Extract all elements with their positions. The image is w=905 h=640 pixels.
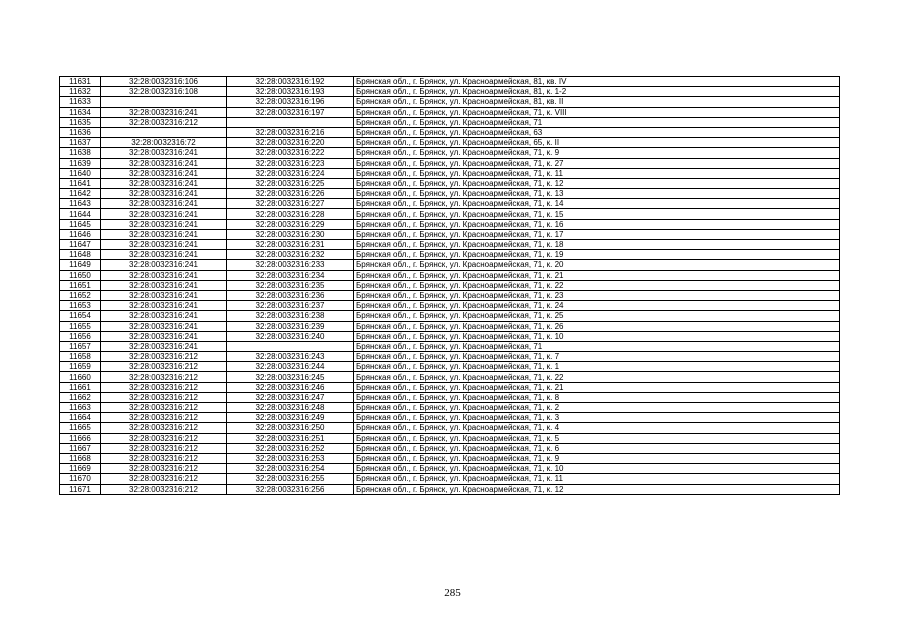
parent-cadastral-number-cell: 32:28:0032316:212: [101, 443, 227, 453]
table-row: [60, 372, 840, 382]
parent-cadastral-number-cell: 32:28:0032316:212: [101, 362, 227, 372]
table-row: [60, 178, 840, 188]
table-row: [60, 240, 840, 250]
row-number-cell: 11658: [60, 352, 101, 362]
parent-cadastral-number-cell: 32:28:0032316:212: [101, 117, 227, 127]
row-number-cell: 11657: [60, 341, 101, 351]
table-row: [60, 464, 840, 474]
cadastral-number-cell: 32:28:0032316:225: [227, 178, 354, 188]
cadastral-number-cell: 32:28:0032316:236: [227, 290, 354, 300]
table-row: [60, 382, 840, 392]
row-number-cell: 11638: [60, 148, 101, 158]
address-cell: Брянская обл., г. Брянск, ул. Красноармейская, 71, к. 18: [354, 240, 840, 250]
row-number-cell: 11654: [60, 311, 101, 321]
parent-cadastral-number-cell: 32:28:0032316:212: [101, 474, 227, 484]
parent-cadastral-number-cell: 32:28:0032316:72: [101, 138, 227, 148]
row-number-cell: 11647: [60, 240, 101, 250]
table-row: [60, 199, 840, 209]
parent-cadastral-number-cell: 32:28:0032316:241: [101, 240, 227, 250]
address-cell: Брянская обл., г. Брянск, ул. Красноармейская, 71, к. 14: [354, 199, 840, 209]
address-cell: Брянская обл., г. Брянск, ул. Красноармейская, 65, к. II: [354, 138, 840, 148]
table-row: [60, 270, 840, 280]
address-cell: Брянская обл., г. Брянск, ул. Красноармейская, 71, к. 2: [354, 403, 840, 413]
cadastral-number-cell: 32:28:0032316:224: [227, 168, 354, 178]
row-number-cell: 11636: [60, 127, 101, 137]
cadastral-number-cell: 32:28:0032316:230: [227, 229, 354, 239]
row-number-cell: 11659: [60, 362, 101, 372]
parent-cadastral-number-cell: 32:28:0032316:241: [101, 260, 227, 270]
cadastral-number-cell: 32:28:0032316:253: [227, 453, 354, 463]
row-number-cell: 11649: [60, 260, 101, 270]
cadastral-number-cell: 32:28:0032316:245: [227, 372, 354, 382]
cadastral-number-cell: 32:28:0032316:227: [227, 199, 354, 209]
cadastral-number-cell: [227, 117, 354, 127]
table-row: [60, 250, 840, 260]
cadastral-number-cell: 32:28:0032316:226: [227, 189, 354, 199]
parent-cadastral-number-cell: 32:28:0032316:241: [101, 199, 227, 209]
table-row: [60, 280, 840, 290]
parent-cadastral-number-cell: 32:28:0032316:241: [101, 219, 227, 229]
cadastral-number-cell: 32:28:0032316:196: [227, 97, 354, 107]
row-number-cell: 11646: [60, 229, 101, 239]
address-cell: Брянская обл., г. Брянск, ул. Красноармейская, 71, к. 20: [354, 260, 840, 270]
row-number-cell: 11643: [60, 199, 101, 209]
parent-cadastral-number-cell: 32:28:0032316:241: [101, 280, 227, 290]
cadastral-number-cell: 32:28:0032316:232: [227, 250, 354, 260]
cadastral-number-cell: 32:28:0032316:237: [227, 301, 354, 311]
cadastral-number-cell: 32:28:0032316:197: [227, 107, 354, 117]
table-row: [60, 341, 840, 351]
cadastral-number-cell: 32:28:0032316:254: [227, 464, 354, 474]
address-cell: Брянская обл., г. Брянск, ул. Красноармейская, 71, к. 1: [354, 362, 840, 372]
row-number-cell: 11653: [60, 301, 101, 311]
parent-cadastral-number-cell: 32:28:0032316:106: [101, 77, 227, 87]
row-number-cell: 11644: [60, 209, 101, 219]
parent-cadastral-number-cell: 32:28:0032316:212: [101, 423, 227, 433]
address-cell: Брянская обл., г. Брянск, ул. Красноармейская, 71, к. VIII: [354, 107, 840, 117]
cadastral-number-cell: 32:28:0032316:251: [227, 433, 354, 443]
parent-cadastral-number-cell: 32:28:0032316:212: [101, 433, 227, 443]
table-row: [60, 311, 840, 321]
address-cell: Брянская обл., г. Брянск, ул. Красноармейская, 71, к. 27: [354, 158, 840, 168]
row-number-cell: 11648: [60, 250, 101, 260]
address-cell: Брянская обл., г. Брянск, ул. Красноармейская, 71, к. 11: [354, 168, 840, 178]
cadastral-number-cell: 32:28:0032316:250: [227, 423, 354, 433]
table-row: [60, 453, 840, 463]
cadastral-number-cell: 32:28:0032316:246: [227, 382, 354, 392]
address-cell: Брянская обл., г. Брянск, ул. Красноармейская, 71, к. 23: [354, 290, 840, 300]
row-number-cell: 11634: [60, 107, 101, 117]
table-row: [60, 362, 840, 372]
table-row: [60, 219, 840, 229]
row-number-cell: 11655: [60, 321, 101, 331]
parent-cadastral-number-cell: 32:28:0032316:241: [101, 331, 227, 341]
cadastral-number-cell: 32:28:0032316:216: [227, 127, 354, 137]
parent-cadastral-number-cell: 32:28:0032316:212: [101, 392, 227, 402]
parent-cadastral-number-cell: 32:28:0032316:241: [101, 189, 227, 199]
address-cell: Брянская обл., г. Брянск, ул. Красноармейская, 71, к. 22: [354, 280, 840, 290]
address-cell: Брянская обл., г. Брянск, ул. Красноармейская, 71, к. 3: [354, 413, 840, 423]
parent-cadastral-number-cell: 32:28:0032316:212: [101, 413, 227, 423]
address-cell: Брянская обл., г. Брянск, ул. Красноармейская, 71, к. 25: [354, 311, 840, 321]
address-cell: Брянская обл., г. Брянск, ул. Красноармейская, 71, к. 10: [354, 464, 840, 474]
parent-cadastral-number-cell: 32:28:0032316:241: [101, 209, 227, 219]
address-cell: Брянская обл., г. Брянск, ул. Красноармейская, 71, к. 6: [354, 443, 840, 453]
table-row: [60, 413, 840, 423]
row-number-cell: 11665: [60, 423, 101, 433]
row-number-cell: 11661: [60, 382, 101, 392]
table-row: [60, 331, 840, 341]
cadastral-number-cell: 32:28:0032316:222: [227, 148, 354, 158]
parent-cadastral-number-cell: 32:28:0032316:241: [101, 148, 227, 158]
cadastral-number-cell: 32:28:0032316:220: [227, 138, 354, 148]
parent-cadastral-number-cell: 32:28:0032316:241: [101, 107, 227, 117]
cadastral-number-cell: 32:28:0032316:249: [227, 413, 354, 423]
table-row: [60, 97, 840, 107]
row-number-cell: 11631: [60, 77, 101, 87]
cadastral-number-cell: 32:28:0032316:235: [227, 280, 354, 290]
table-row: [60, 209, 840, 219]
cadastral-number-cell: 32:28:0032316:240: [227, 331, 354, 341]
row-number-cell: 11656: [60, 331, 101, 341]
parent-cadastral-number-cell: 32:28:0032316:108: [101, 87, 227, 97]
table-row: [60, 260, 840, 270]
cadastral-number-cell: 32:28:0032316:223: [227, 158, 354, 168]
address-cell: Брянская обл., г. Брянск, ул. Красноармейская, 71, к. 5: [354, 433, 840, 443]
row-number-cell: 11633: [60, 97, 101, 107]
table-row: [60, 433, 840, 443]
parent-cadastral-number-cell: 32:28:0032316:212: [101, 382, 227, 392]
parent-cadastral-number-cell: 32:28:0032316:241: [101, 158, 227, 168]
cadastral-number-cell: 32:28:0032316:256: [227, 484, 354, 494]
parent-cadastral-number-cell: 32:28:0032316:241: [101, 178, 227, 188]
cadastral-number-cell: 32:28:0032316:255: [227, 474, 354, 484]
row-number-cell: 11645: [60, 219, 101, 229]
row-number-cell: 11641: [60, 178, 101, 188]
cadastral-number-cell: 32:28:0032316:231: [227, 240, 354, 250]
address-cell: Брянская обл., г. Брянск, ул. Красноармейская, 71, к. 7: [354, 352, 840, 362]
parent-cadastral-number-cell: 32:28:0032316:241: [101, 270, 227, 280]
registry-table: [59, 76, 840, 495]
cadastral-number-cell: 32:28:0032316:192: [227, 77, 354, 87]
address-cell: Брянская обл., г. Брянск, ул. Красноармейская, 63: [354, 127, 840, 137]
row-number-cell: 11637: [60, 138, 101, 148]
row-number-cell: 11669: [60, 464, 101, 474]
row-number-cell: 11666: [60, 433, 101, 443]
parent-cadastral-number-cell: 32:28:0032316:241: [101, 229, 227, 239]
address-cell: Брянская обл., г. Брянск, ул. Красноармейская, 71, к. 8: [354, 392, 840, 402]
cadastral-number-cell: 32:28:0032316:238: [227, 311, 354, 321]
cadastral-number-cell: 32:28:0032316:233: [227, 260, 354, 270]
table-row: [60, 474, 840, 484]
address-cell: Брянская обл., г. Брянск, ул. Красноармейская, 71, к. 9: [354, 453, 840, 463]
table-row: [60, 352, 840, 362]
address-cell: Брянская обл., г. Брянск, ул. Красноармейская, 71, к. 21: [354, 382, 840, 392]
address-cell: Брянская обл., г. Брянск, ул. Красноармейская, 71, к. 4: [354, 423, 840, 433]
cadastral-number-cell: 32:28:0032316:193: [227, 87, 354, 97]
parent-cadastral-number-cell: 32:28:0032316:241: [101, 311, 227, 321]
table-row: [60, 158, 840, 168]
row-number-cell: 11668: [60, 453, 101, 463]
cadastral-number-cell: 32:28:0032316:228: [227, 209, 354, 219]
cadastral-number-cell: 32:28:0032316:248: [227, 403, 354, 413]
page-number: 285: [444, 587, 461, 599]
address-cell: Брянская обл., г. Брянск, ул. Красноармейская, 71, к. 13: [354, 189, 840, 199]
row-number-cell: 11640: [60, 168, 101, 178]
table-row: [60, 392, 840, 402]
row-number-cell: 11660: [60, 372, 101, 382]
address-cell: Брянская обл., г. Брянск, ул. Красноармейская, 71, к. 11: [354, 474, 840, 484]
registry-table-body: [60, 77, 840, 495]
parent-cadastral-number-cell: 32:28:0032316:212: [101, 403, 227, 413]
table-row: [60, 127, 840, 137]
row-number-cell: 11670: [60, 474, 101, 484]
table-row: [60, 168, 840, 178]
row-number-cell: 11632: [60, 87, 101, 97]
parent-cadastral-number-cell: [101, 127, 227, 137]
address-cell: Брянская обл., г. Брянск, ул. Красноармейская, 81, кв. II: [354, 97, 840, 107]
row-number-cell: 11663: [60, 403, 101, 413]
cadastral-number-cell: 32:28:0032316:244: [227, 362, 354, 372]
parent-cadastral-number-cell: 32:28:0032316:212: [101, 453, 227, 463]
parent-cadastral-number-cell: 32:28:0032316:212: [101, 484, 227, 494]
table-row: [60, 77, 840, 87]
cadastral-number-cell: 32:28:0032316:229: [227, 219, 354, 229]
cadastral-number-cell: 32:28:0032316:239: [227, 321, 354, 331]
address-cell: Брянская обл., г. Брянск, ул. Красноармейская, 71, к. 21: [354, 270, 840, 280]
row-number-cell: 11642: [60, 189, 101, 199]
table-row: [60, 423, 840, 433]
parent-cadastral-number-cell: 32:28:0032316:241: [101, 290, 227, 300]
parent-cadastral-number-cell: [101, 97, 227, 107]
address-cell: Брянская обл., г. Брянск, ул. Красноармейская, 71: [354, 341, 840, 351]
address-cell: Брянская обл., г. Брянск, ул. Красноармейская, 81, кв. IV: [354, 77, 840, 87]
row-number-cell: 11664: [60, 413, 101, 423]
address-cell: Брянская обл., г. Брянск, ул. Красноармейская, 71, к. 16: [354, 219, 840, 229]
address-cell: Брянская обл., г. Брянск, ул. Красноармейская, 71, к. 15: [354, 209, 840, 219]
address-cell: Брянская обл., г. Брянск, ул. Красноармейская, 71, к. 26: [354, 321, 840, 331]
row-number-cell: 11639: [60, 158, 101, 168]
row-number-cell: 11671: [60, 484, 101, 494]
address-cell: Брянская обл., г. Брянск, ул. Красноармейская, 71, к. 17: [354, 229, 840, 239]
row-number-cell: 11635: [60, 117, 101, 127]
row-number-cell: 11652: [60, 290, 101, 300]
row-number-cell: 11667: [60, 443, 101, 453]
parent-cadastral-number-cell: 32:28:0032316:241: [101, 321, 227, 331]
row-number-cell: 11662: [60, 392, 101, 402]
table-row: [60, 290, 840, 300]
cadastral-number-cell: 32:28:0032316:252: [227, 443, 354, 453]
row-number-cell: 11651: [60, 280, 101, 290]
parent-cadastral-number-cell: 32:28:0032316:212: [101, 464, 227, 474]
table-row: [60, 138, 840, 148]
table-row: [60, 301, 840, 311]
cadastral-number-cell: [227, 341, 354, 351]
cadastral-number-cell: 32:28:0032316:247: [227, 392, 354, 402]
address-cell: Брянская обл., г. Брянск, ул. Красноармейская, 71, к. 22: [354, 372, 840, 382]
cadastral-number-cell: 32:28:0032316:243: [227, 352, 354, 362]
address-cell: Брянская обл., г. Брянск, ул. Красноармейская, 71, к. 12: [354, 484, 840, 494]
table-row: [60, 107, 840, 117]
table-row: [60, 443, 840, 453]
table-row: [60, 484, 840, 494]
parent-cadastral-number-cell: 32:28:0032316:241: [101, 301, 227, 311]
row-number-cell: 11650: [60, 270, 101, 280]
table-row: [60, 87, 840, 97]
parent-cadastral-number-cell: 32:28:0032316:241: [101, 168, 227, 178]
parent-cadastral-number-cell: 32:28:0032316:241: [101, 341, 227, 351]
parent-cadastral-number-cell: 32:28:0032316:212: [101, 372, 227, 382]
table-row: [60, 148, 840, 158]
table-row: [60, 321, 840, 331]
cadastral-number-cell: 32:28:0032316:234: [227, 270, 354, 280]
table-row: [60, 229, 840, 239]
address-cell: Брянская обл., г. Брянск, ул. Красноармейская, 71, к. 12: [354, 178, 840, 188]
table-row: [60, 117, 840, 127]
address-cell: Брянская обл., г. Брянск, ул. Красноармейская, 71, к. 9: [354, 148, 840, 158]
address-cell: Брянская обл., г. Брянск, ул. Красноармейская, 71: [354, 117, 840, 127]
table-row: [60, 189, 840, 199]
address-cell: Брянская обл., г. Брянск, ул. Красноармейская, 71, к. 24: [354, 301, 840, 311]
address-cell: Брянская обл., г. Брянск, ул. Красноармейская, 71, к. 19: [354, 250, 840, 260]
address-cell: Брянская обл., г. Брянск, ул. Красноармейская, 71, к. 10: [354, 331, 840, 341]
parent-cadastral-number-cell: 32:28:0032316:212: [101, 352, 227, 362]
address-cell: Брянская обл., г. Брянск, ул. Красноармейская, 81, к. 1-2: [354, 87, 840, 97]
table-row: [60, 403, 840, 413]
parent-cadastral-number-cell: 32:28:0032316:241: [101, 250, 227, 260]
